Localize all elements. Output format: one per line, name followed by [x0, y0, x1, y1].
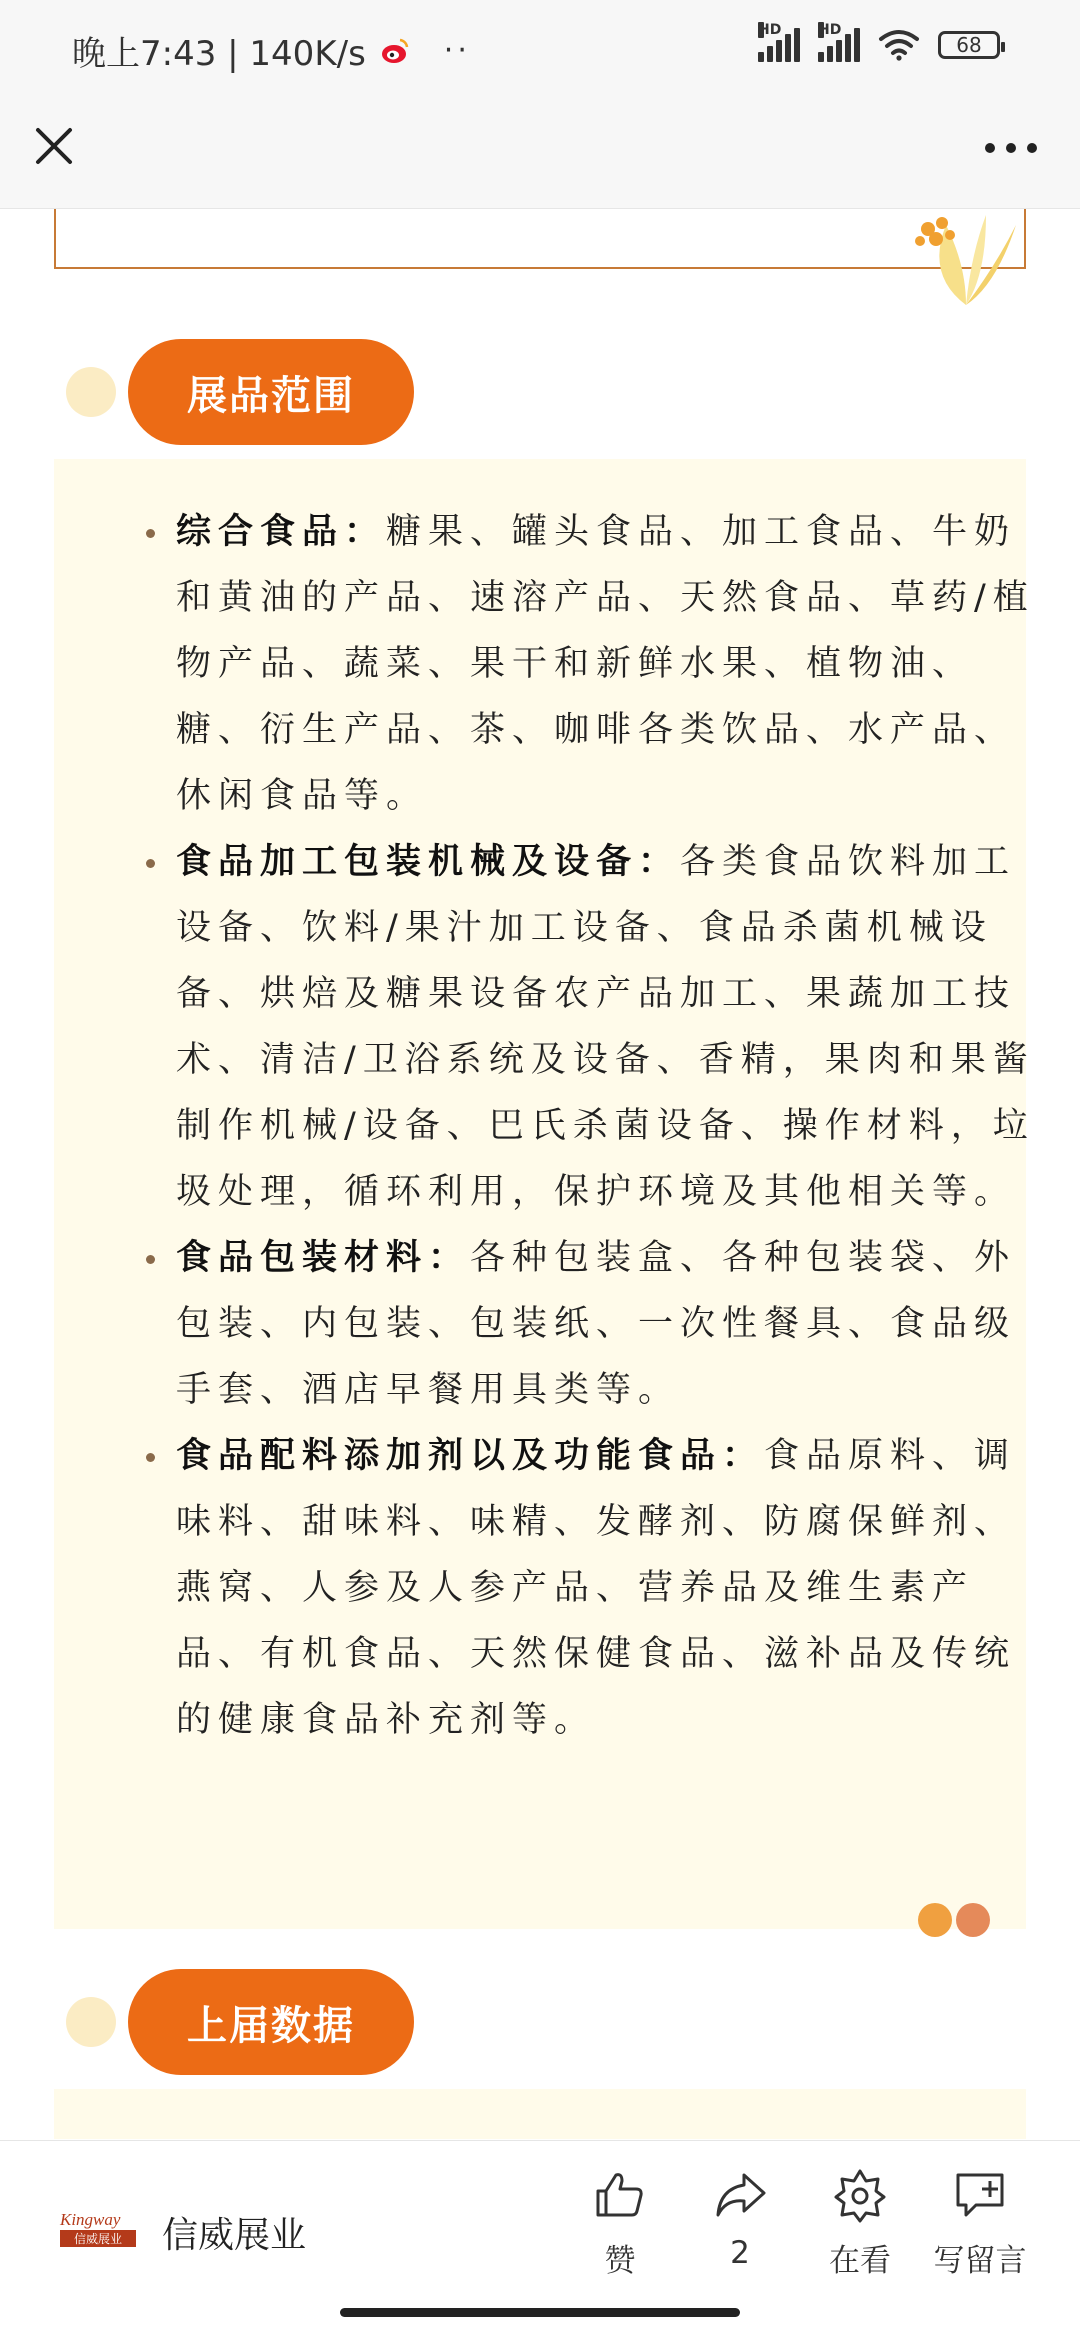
status-left	[72, 26, 471, 75]
item-title: 食品加工包装机械及设备：	[176, 842, 681, 882]
status-bar	[0, 0, 1080, 100]
brand-logo[interactable]	[58, 2207, 138, 2251]
item-title: 综合食品：	[176, 512, 387, 552]
section-dot	[66, 1997, 116, 2047]
list-item	[176, 1423, 1044, 1753]
bullet-icon	[146, 529, 155, 538]
like-button[interactable]	[560, 2167, 680, 2280]
comment-icon	[952, 2167, 1008, 2223]
exhibits-panel	[54, 459, 1035, 1929]
home-indicator[interactable]	[340, 2308, 740, 2317]
list-item	[176, 499, 1044, 829]
item-title: 食品配料添加剂以及功能食品：	[176, 1436, 765, 1476]
like-label: 赞	[604, 2243, 636, 2279]
bullet-icon	[146, 859, 155, 868]
signal-icon	[758, 22, 800, 62]
exhibit-list	[176, 499, 1044, 1753]
previous-section-box	[54, 209, 1026, 269]
section-dot	[66, 367, 116, 417]
status-right	[758, 22, 1000, 62]
weibo-icon	[380, 36, 410, 66]
item-desc: 各类食品饮料加工设备、饮料/果汁加工设备、食品杀菌机械设备、烘焙及糖果设备农产品加工、果蔬加工技术、清洁/卫浴系统及设备、香精，果肉和果酱制作机械/设备、巴氏杀菌设备、操作材料，垃圾处理，循环利用，保护环境及其他相关等。	[176, 842, 1035, 1212]
item-desc: 各种包装盒、各种包装袋、外包装、内包装、包装纸、一次性餐具、食品级手套、酒店早餐用具类等。	[176, 1238, 1017, 1410]
item-title: 食品包装材料：	[176, 1238, 471, 1278]
bullet-icon	[146, 1255, 155, 1264]
top-nav	[0, 100, 1080, 209]
brand-name[interactable]: 信威展业	[162, 2215, 307, 2256]
wow-label: 在看	[829, 2243, 891, 2279]
comment-button[interactable]	[920, 2167, 1040, 2280]
decorative-flower-icon	[906, 209, 1026, 315]
hd-label: HD	[818, 22, 842, 38]
wow-star-icon	[832, 2167, 888, 2223]
thumbs-up-icon	[592, 2167, 648, 2223]
battery-level: 68	[956, 33, 982, 57]
bullet-icon	[146, 1453, 155, 1462]
section-title: 上届数据	[128, 1969, 414, 2075]
action-bar	[560, 2167, 1040, 2280]
comment-label: 写留言	[933, 2243, 1027, 2279]
item-desc: 糖果、罐头食品、加工食品、牛奶和黄油的产品、速溶产品、天然食品、草药/植物产品、蔬菜、果干和新鲜水果、植物油、糖、衍生产品、茶、咖啡各类饮品、水产品、休闲食品等。	[176, 512, 1035, 816]
list-item	[176, 1225, 1044, 1423]
item-desc: 食品原料、调味料、甜味料、味精、发酵剂、防腐保鲜剂、燕窝、人参及人参产品、营养品及维生素产品、有机食品、天然保健食品、滋补品及传统的健康食品补充剂等。	[176, 1436, 1017, 1740]
wifi-icon	[878, 29, 920, 61]
more-icon[interactable]	[982, 136, 1040, 160]
share-count: 2	[730, 2235, 750, 2271]
battery-icon	[938, 31, 1000, 59]
section-title: 展品范围	[128, 339, 414, 445]
wow-button[interactable]	[800, 2167, 920, 2280]
svg-text:信威展业: 信威展业	[73, 2232, 123, 2246]
status-more-dots: ··	[443, 33, 471, 68]
close-icon[interactable]	[30, 122, 78, 170]
hd-label: HD	[758, 22, 782, 38]
article-content	[0, 209, 1080, 2139]
list-item	[176, 829, 1044, 1225]
decorative-dots	[918, 1903, 990, 1937]
decorative-dot	[918, 1903, 952, 1937]
share-icon	[712, 2167, 768, 2223]
last-data-panel	[54, 2089, 1026, 2139]
share-button[interactable]	[680, 2167, 800, 2280]
status-time: 晚上7:43 | 140K/s	[72, 34, 366, 74]
decorative-dot	[956, 1903, 990, 1937]
signal-icon	[818, 22, 860, 62]
svg-text:Kingway: Kingway	[60, 2210, 121, 2229]
